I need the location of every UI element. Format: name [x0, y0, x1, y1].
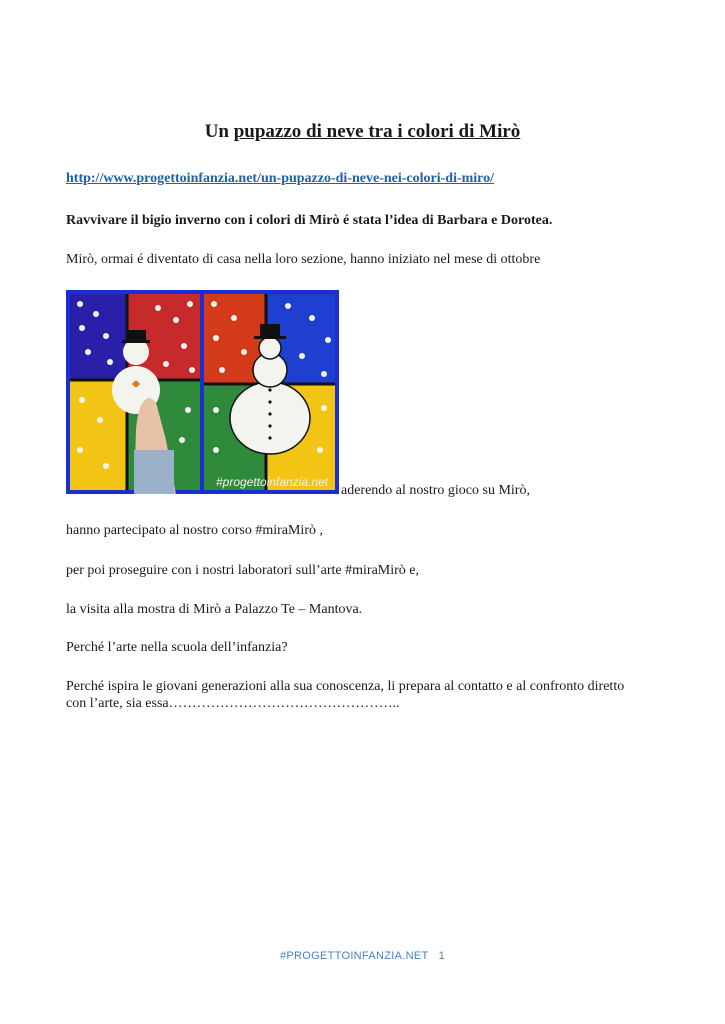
footer-page-number: 1	[438, 950, 445, 962]
page-title	[0, 121, 725, 143]
paragraph-2: hanno partecipato al nostro corso #miraMirò ,	[66, 523, 323, 538]
source-link[interactable]: http://www.progettoinfanzia.net/un-pupazzo-di-neve-nei-colori-di-miro/	[66, 171, 495, 186]
image-caption: aderendo al nostro gioco su Mirò,	[341, 483, 530, 498]
intro-paragraph: Ravvivare il bigio inverno con i colori di Mirò é stata l’idea di Barbara e Dorotea.	[66, 213, 553, 228]
paragraph-6-line-1: Perché ispira le giovani generazioni alla sua conoscenza, li prepara al contatto e al confronto diretto	[66, 679, 625, 694]
paragraph-6-line-2: con l’arte, sia essa…………………………………………..	[66, 696, 400, 711]
snowman-artwork-image	[66, 290, 339, 494]
title-underlined: pupazzo di neve tra i colori di Mirò	[233, 121, 521, 142]
paragraph-3: per poi proseguire con i nostri laboratori sull’arte #miraMirò e,	[66, 563, 420, 578]
footer-label: #PROGETTOINFANZIA.NET	[279, 950, 429, 962]
paragraph-5: Perché l’arte nella scuola dell’infanzia?	[66, 640, 288, 655]
title-prefix: Un	[204, 121, 234, 142]
page-footer	[0, 950, 725, 962]
paragraph-4: la visita alla mostra di Mirò a Palazzo Te – Mantova.	[66, 602, 363, 617]
image-watermark: #progettoinfanzia.net	[216, 475, 329, 489]
paragraph-1: Mirò, ormai é diventato di casa nella loro sezione, hanno iniziato nel mese di ottobre	[66, 252, 541, 267]
